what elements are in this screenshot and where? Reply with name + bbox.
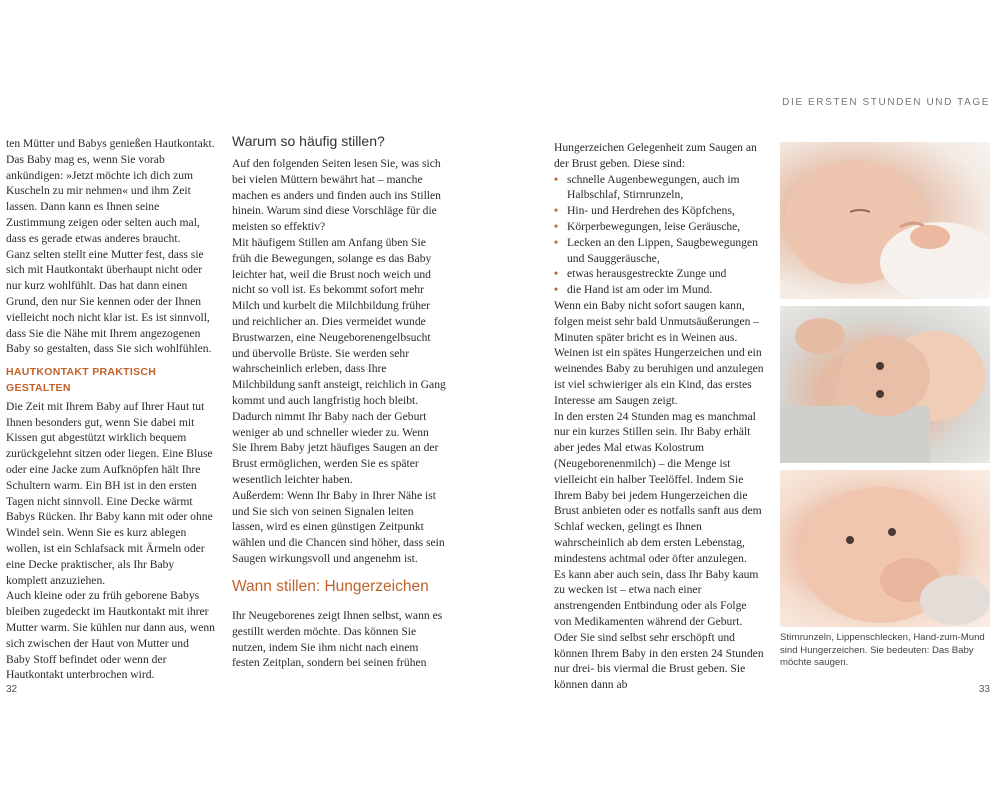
list-item: • etwas herausgestreckte Zunge und: [554, 266, 766, 282]
list-item: • schnelle Augenbewegungen, auch im Halbschlaf, Stirnrunzeln,: [554, 172, 766, 204]
paragraph: Mit häufigem Stillen am Anfang üben Sie früh die Bewegungen, solange es das Baby leichter hat, weil die Brust noch weich und nicht so voll ist. Es bekommt sofort mehr Milch und kurbelt die Milchbildung früher und reichlicher an. Dies vermeidet wunde Brustwarzen, eine Neugeborenengelbsucht und übervolle Brüste. Sie werden sehr wahrscheinlich erleben, dass Ihre Milchbildung sanft ansteigt, reichlich in Gang kommt und auch langfristig hoch bleibt. Dadurch nimmt Ihr Baby nach der Geburt weniger ab und schneller wieder zu. Wenn Sie Ihrem Baby jetzt häufiges Saugen an der Brust ermöglichen, werden Sie es später wesentlich leichter haben.: [232, 235, 446, 486]
baby-photo-frowning: [780, 142, 990, 299]
paragraph: Ihr Neugeborenes zeigt Ihnen selbst, wann es gestillt werden möchte. Das können Sie nutzen, indem Sie ihm nicht nach einem festen Zeitplan, sondern bei seinen frühen: [232, 609, 443, 670]
hunger-signs-list: [554, 172, 766, 298]
photo-caption: Stirnrunzeln, Lippenschlecken, Hand-zum-Mund sind Hungerzeichen. Sie bedeuten: Das Baby möchte saugen.: [780, 632, 985, 669]
list-item: • Körperbewegungen, leise Geräusche,: [554, 219, 766, 235]
text-column-2: [232, 156, 446, 567]
paragraph: Hungerzeichen Gelegenheit zum Saugen an der Brust geben. Diese sind:: [554, 141, 757, 170]
paragraph: Auf den folgenden Seiten lesen Sie, was sich bei vielen Müttern bewährt hat – manche machen es anders und finden auch ins Stillen hinein. Warum sind diese Vorschläge für die meisten so effektiv?: [232, 157, 441, 234]
paragraph: Auch kleine oder zu früh geborene Babys bleiben zugedeckt im Hautkontakt mit ihrer Mutter warm. Sie kühlen nur dann aus, wenn sich zwischen der Haut von Mutter und Baby Stoff befindet oder wenn der Hautkontakt unterbrochen wird.: [6, 589, 215, 682]
list-item: • die Hand ist am oder im Mund.: [554, 282, 766, 298]
heading-warum-so-haeufig: Warum so häufig stillen?: [232, 133, 385, 149]
list-item: • Lecken an den Lippen, Saugbewegungen und Sauggeräusche,: [554, 235, 766, 267]
running-head: DIE ERSTEN STUNDEN UND TAGE: [782, 97, 990, 108]
paragraph: Ganz selten stellt eine Mutter fest, dass sie sich mit Hautkontakt überhaupt nicht oder nur kurz wohlfühlt. Das hat dann einen Grund, den nur Sie kennen oder der Ihnen vielleicht noch nicht klar ist. Es ist sinnvoll, dass Sie die Nähe mit Ihrem angezogenen Baby so gestalten, dass Sie sich wohlfühlen.: [6, 247, 212, 356]
text-column-2b: [232, 608, 446, 671]
baby-photo-hand-to-mouth: [780, 470, 990, 627]
subheading-hautkontakt: HAUTKONTAKT PRAKTISCH GESTALTEN: [6, 366, 157, 394]
paragraph: Es kann aber auch sein, dass Ihr Baby kaum zu wecken ist – etwa nach einer anstrengenden Entbindung oder als Folge von Medikamenten während der Geburt. Oder Sie sind selbst sehr erschöpft und können Ihrem Baby in den ersten 24 Stunden nur drei- bis viermal die Brust geben. Sie können dann ab: [554, 567, 764, 692]
right-page: [500, 0, 1000, 800]
paragraph: Die Zeit mit Ihrem Baby auf Ihrer Haut tut Ihnen besonders gut, wenn Sie dabei mit Kissen gut abgestützt wirklich bequem zurückgelehnt sitzen oder liegen. Eine Bluse oder eine Jacke zum Aufknöpfen hält Ihre Schultern warm. Ein BH ist in den ersten Tagen nicht sinnvoll. Eine Decke wärmt Babys Rücken. Ihr Baby kann mit oder ohne Windel sein. Wenn Sie es kurz ablegen wollen, ist ein Schlafsack mit Ärmeln oder eine Decke praktischer, als Ihr Baby komplett anzuziehen.: [6, 399, 213, 587]
paragraph: Außerdem: Wenn Ihr Baby in Ihrer Nähe ist und Sie sich von seinen Signalen leiten lassen, wird es einen günstigen Zeitpunkt wählen und die Chancen sind höher, dass sein Saugen wirkungsvoll und angenehm ist.: [232, 488, 445, 565]
list-item: • Hin- und Herdrehen des Köpfchens,: [554, 203, 766, 219]
paragraph: ten Mütter und Babys genießen Hautkontakt. Das Baby mag es, wenn Sie vorab ankündigen: »Jetzt möchte ich dich zum Kuscheln zu mir nehmen« und ihm Zeit lassen. Dann kann es Ihnen seine Zustimmung zeigen oder selten auch mal, dass es gerade etwas anderes braucht.: [6, 137, 215, 245]
heading-wann-stillen: Wann stillen: Hungerzeichen: [232, 578, 429, 595]
page-number-right: 33: [978, 684, 990, 695]
paragraph: In den ersten 24 Stunden mag es manchmal nur ein kurzes Stillen sein. Ihr Baby erhält aber jedes Mal etwas Kolostrum (Neugeborenenmilch) – die Menge ist vielleicht ein halber Teelöffel. Indem Sie Ihrem Baby bei jedem Hungerzeichen die Brust anbieten oder es notfalls sanft aus dem Schlaf wecken, gelingt es Ihnen wahrscheinlich ab dem ersten Lebenstag, mindestens achtmal oder öfter anzulegen.: [554, 409, 762, 565]
page-number-left: 32: [6, 684, 18, 695]
text-column-1: [6, 136, 216, 683]
text-column-3: [554, 140, 766, 693]
paragraph: Wenn ein Baby nicht sofort saugen kann, folgen meist sehr bald Unmutsäußerungen – Minuten später bricht es in Weinen aus. Weinen ist ein spätes Hungerzeichen und ein weinendes Baby zu beruhigen und anzulegen ist viel schwieriger als ein Kind, das erstes Interesse am Saugen zeigt.: [554, 298, 764, 407]
baby-photo-licking-lips: [780, 306, 990, 463]
